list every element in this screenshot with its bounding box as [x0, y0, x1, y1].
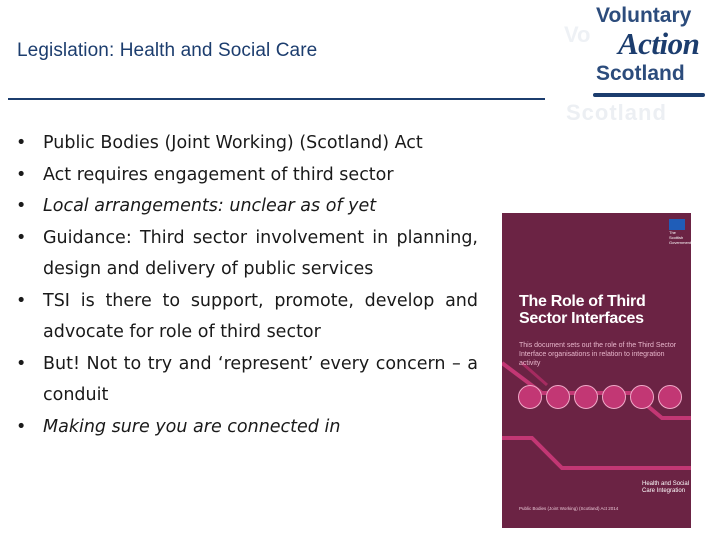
- report-cover-image: [502, 213, 691, 528]
- logo-line-scotland: Scotland: [596, 62, 685, 85]
- family-icon: [518, 385, 542, 409]
- bullet-text: Making sure you are connected in: [43, 416, 341, 437]
- bullet-text: Guidance: Third sector involvement in planning, design and delivery of public services: [43, 227, 478, 279]
- scottish-government-badge: [669, 219, 689, 249]
- slide-title: Legislation: Health and Social Care: [17, 40, 318, 61]
- cover-icon-row: [512, 385, 687, 413]
- wheelchair-icon: [658, 385, 682, 409]
- logo-line-action: Action: [618, 26, 700, 61]
- elderly-icon: [574, 385, 598, 409]
- bullet-text: Public Bodies (Joint Working) (Scotland) Act: [43, 133, 423, 153]
- bullet-item: [16, 223, 478, 286]
- bullet-dot: •: [16, 290, 27, 311]
- saltire-flag-icon: [669, 219, 685, 230]
- child-icon: [602, 385, 626, 409]
- government-label: The Scottish Government: [669, 230, 691, 245]
- logo-line-voluntary: Voluntary: [596, 4, 692, 27]
- person-icon: [546, 385, 570, 409]
- bullet-text: Local arrangements: unclear as of yet: [43, 196, 377, 216]
- bullet-item: [16, 286, 478, 349]
- bullet-dot: •: [16, 416, 27, 437]
- logo-watermark-top: Vo: [564, 22, 591, 47]
- bullet-item: [16, 412, 478, 444]
- bullet-dot: •: [16, 196, 27, 216]
- bullet-item: [16, 160, 478, 192]
- bullet-dot: •: [16, 353, 27, 374]
- bullet-text: But! Not to try and ‘represent’ every concern – a conduit: [43, 353, 478, 405]
- cover-title: The Role of Third Sector Interfaces: [519, 293, 646, 327]
- bullet-dot: •: [16, 164, 27, 185]
- logo-underline: [593, 93, 705, 97]
- voluntary-action-scotland-logo: [560, 0, 720, 130]
- couple-icon: [630, 385, 654, 409]
- title-underline: [8, 98, 545, 100]
- bullet-item: [16, 128, 478, 160]
- bullet-text: TSI is there to support, promote, develop and advocate for role of third sector: [43, 290, 478, 342]
- bullet-dot: •: [16, 133, 27, 153]
- cover-footer: Public Bodies (Joint Working) (Scotland) Act 2014: [519, 506, 619, 511]
- bullet-text: Act requires engagement of third sector: [43, 164, 394, 185]
- logo-watermark: Scotland: [566, 100, 667, 125]
- bullet-list: [16, 128, 478, 443]
- bullet-item: [16, 191, 478, 223]
- cover-corner-label: Health and Social Care Integration: [642, 481, 690, 494]
- cover-subtitle: This document sets out the role of the Third Sector Interface organisations in relation to integration activity: [519, 342, 677, 367]
- bullet-item: [16, 349, 478, 412]
- bullet-dot: •: [16, 227, 27, 248]
